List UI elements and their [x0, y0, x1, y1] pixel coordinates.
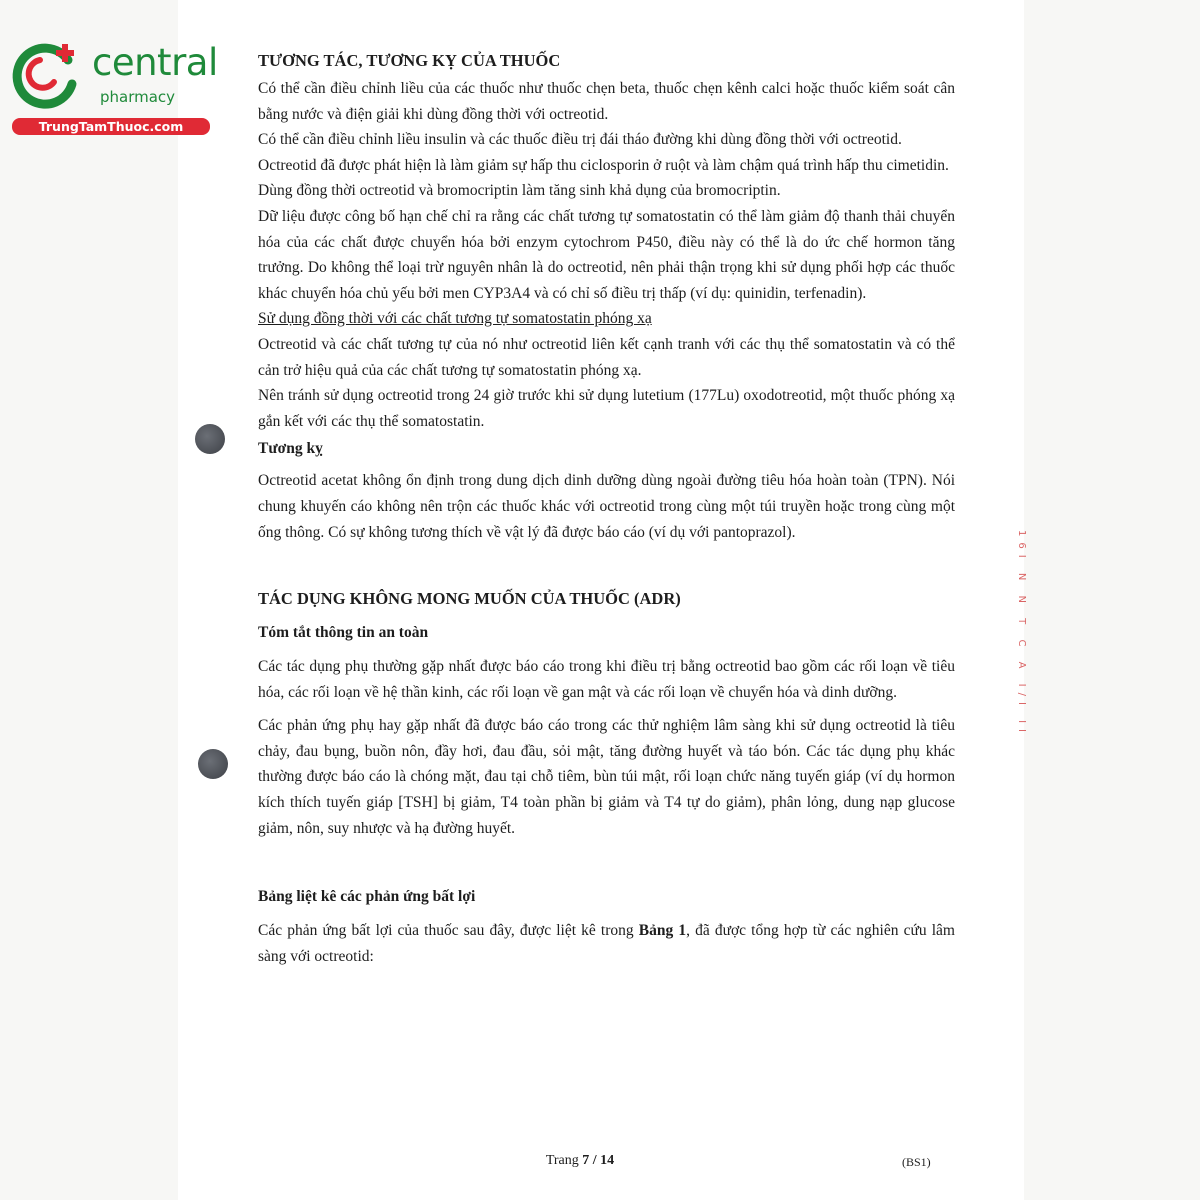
- paragraph: Octreotid đã được phát hiện là làm giảm sự hấp thu ciclosporin ở ruột và làm chậm quá trình hấp thu cimetidin.: [258, 156, 949, 174]
- punch-hole: [195, 424, 225, 454]
- list-intro-text: , đã được tổng hợp từ các nghiên cứu lâm sàng với octreotid:: [258, 922, 955, 965]
- logo-subtitle: pharmacy: [100, 88, 176, 106]
- document-code: (BS1): [902, 1155, 931, 1169]
- subheading-radiolabeled: Sử dụng đồng thời với các chất tương tự somatostatin phóng xạ: [258, 310, 652, 328]
- list-intro-text: Các phản ứng bất lợi của thuốc sau đây, được liệt kê trong: [258, 922, 639, 940]
- page-number: [0, 1153, 1160, 1169]
- document-body: [258, 50, 955, 969]
- page-number-value: 7 / 14: [582, 1153, 615, 1168]
- subheading-safety-summary: Tóm tắt thông tin an toàn: [258, 624, 429, 642]
- logo-name: central: [92, 41, 218, 84]
- paragraph: Nên tránh sử dụng octreotid trong 24 giờ trước khi sử dụng lutetium (177Lu) oxodotreotid, một thuốc phóng xạ gắn kết với các thụ thể somatostatin.: [258, 387, 955, 430]
- paragraph: Octreotid acetat không ổn định trong dung dịch dinh dưỡng dùng ngoài đường tiêu hóa hoàn toàn (TPN). Nói chung khuyến cáo không nên trộn các thuốc khác với octreotid trong cùng một túi truyền hoặc trong cùng một ống thông. Có sự không tương thích về vật lý đã được báo cáo (ví dụ với pantoprazol).: [258, 472, 955, 541]
- paragraph-list-intro: [258, 918, 955, 969]
- paragraph: Dùng đồng thời octreotid và bromocriptin làm tăng sinh khả dụng của bromocriptin.: [258, 182, 781, 200]
- central-pharmacy-logo[interactable]: [10, 38, 218, 138]
- paragraph: Dữ liệu được công bố hạn chế chỉ ra rằng các chất tương tự somatostatin có thể làm giảm độ thanh thải chuyển hóa của các chất được chuyển hóa bởi enzym cytochrom P450, điều này có thể là do ức chế hormon tăng trưởng. Do không thể loại trừ nguyên nhân là do octreotid, nên phải thận trọng khi sử dụng phối hợp các thuốc khác chuyển hóa chủ yếu bởi men CYP3A4 và có chỉ số điều trị thấp (ví dụ: quinidin, terfenadin).: [258, 207, 955, 302]
- subheading-adverse-reactions-list: Bảng liệt kê các phản ứng bất lợi: [258, 888, 476, 906]
- section-title-interactions: TƯƠNG TÁC, TƯƠNG KỴ CỦA THUỐC: [258, 51, 561, 70]
- section-title-adr: TÁC DỤNG KHÔNG MONG MUỐN CỦA THUỐC (ADR): [258, 589, 681, 609]
- pharmacy-logo-icon: [10, 38, 82, 110]
- punch-hole: [198, 749, 228, 779]
- paragraph: Octreotid và các chất tương tự của nó như octreotid liên kết cạnh tranh với các thụ thể somatostatin và có thể cản trở hiệu quả của các chất tương tự somatostatin phóng xạ.: [258, 335, 955, 379]
- paragraph: Các tác dụng phụ thường gặp nhất được báo cáo trong khi điều trị bằng octreotid bao gồm các rối loạn về tiêu hóa, các rối loạn về hệ thần kinh, các rối loạn về gan mật và các rối loạn về chuyển hóa và dinh dưỡng.: [258, 658, 955, 701]
- table-reference: Bảng 1: [638, 922, 687, 940]
- logo-url-badge[interactable]: TrungTamThuoc.com: [12, 118, 210, 135]
- paragraph: Có thể cần điều chỉnh liều insulin và các thuốc điều trị đái tháo đường khi dùng đồng thời với octreotid.: [258, 131, 902, 149]
- paragraph: Có thể cần điều chỉnh liều của các thuốc như thuốc chẹn beta, thuốc chẹn kênh calci hoặc thuốc kiểm soát cân bằng nước và điện giải khi dùng đồng thời với octreotid.: [258, 80, 955, 123]
- paragraph: Các phản ứng phụ hay gặp nhất đã được báo cáo trong các thử nghiệm lâm sàng khi sử dụng octreotid là tiêu chảy, đau bụng, buồn nôn, đầy hơi, đau đầu, sỏi mật, tăng đường huyết và táo bón. Các tác dụng phụ khác thường được báo cáo là chóng mặt, đau tại chỗ tiêm, bùn túi mật, rối loạn chức năng tuyến giáp (ví dụ hormon kích thích tuyến giáp [TSH] bị giảm, T4 toàn phần bị giảm và T4 tự do giảm), phân lỏng, dung nạp glucose giảm, nôn, suy nhược và hạ đường huyết.: [258, 717, 955, 837]
- subheading-incompatibility: Tương kỵ: [258, 440, 323, 458]
- red-stamp-marks: 16I N N T C A I/I II: [1016, 530, 1027, 738]
- page-label: Trang: [545, 1153, 583, 1168]
